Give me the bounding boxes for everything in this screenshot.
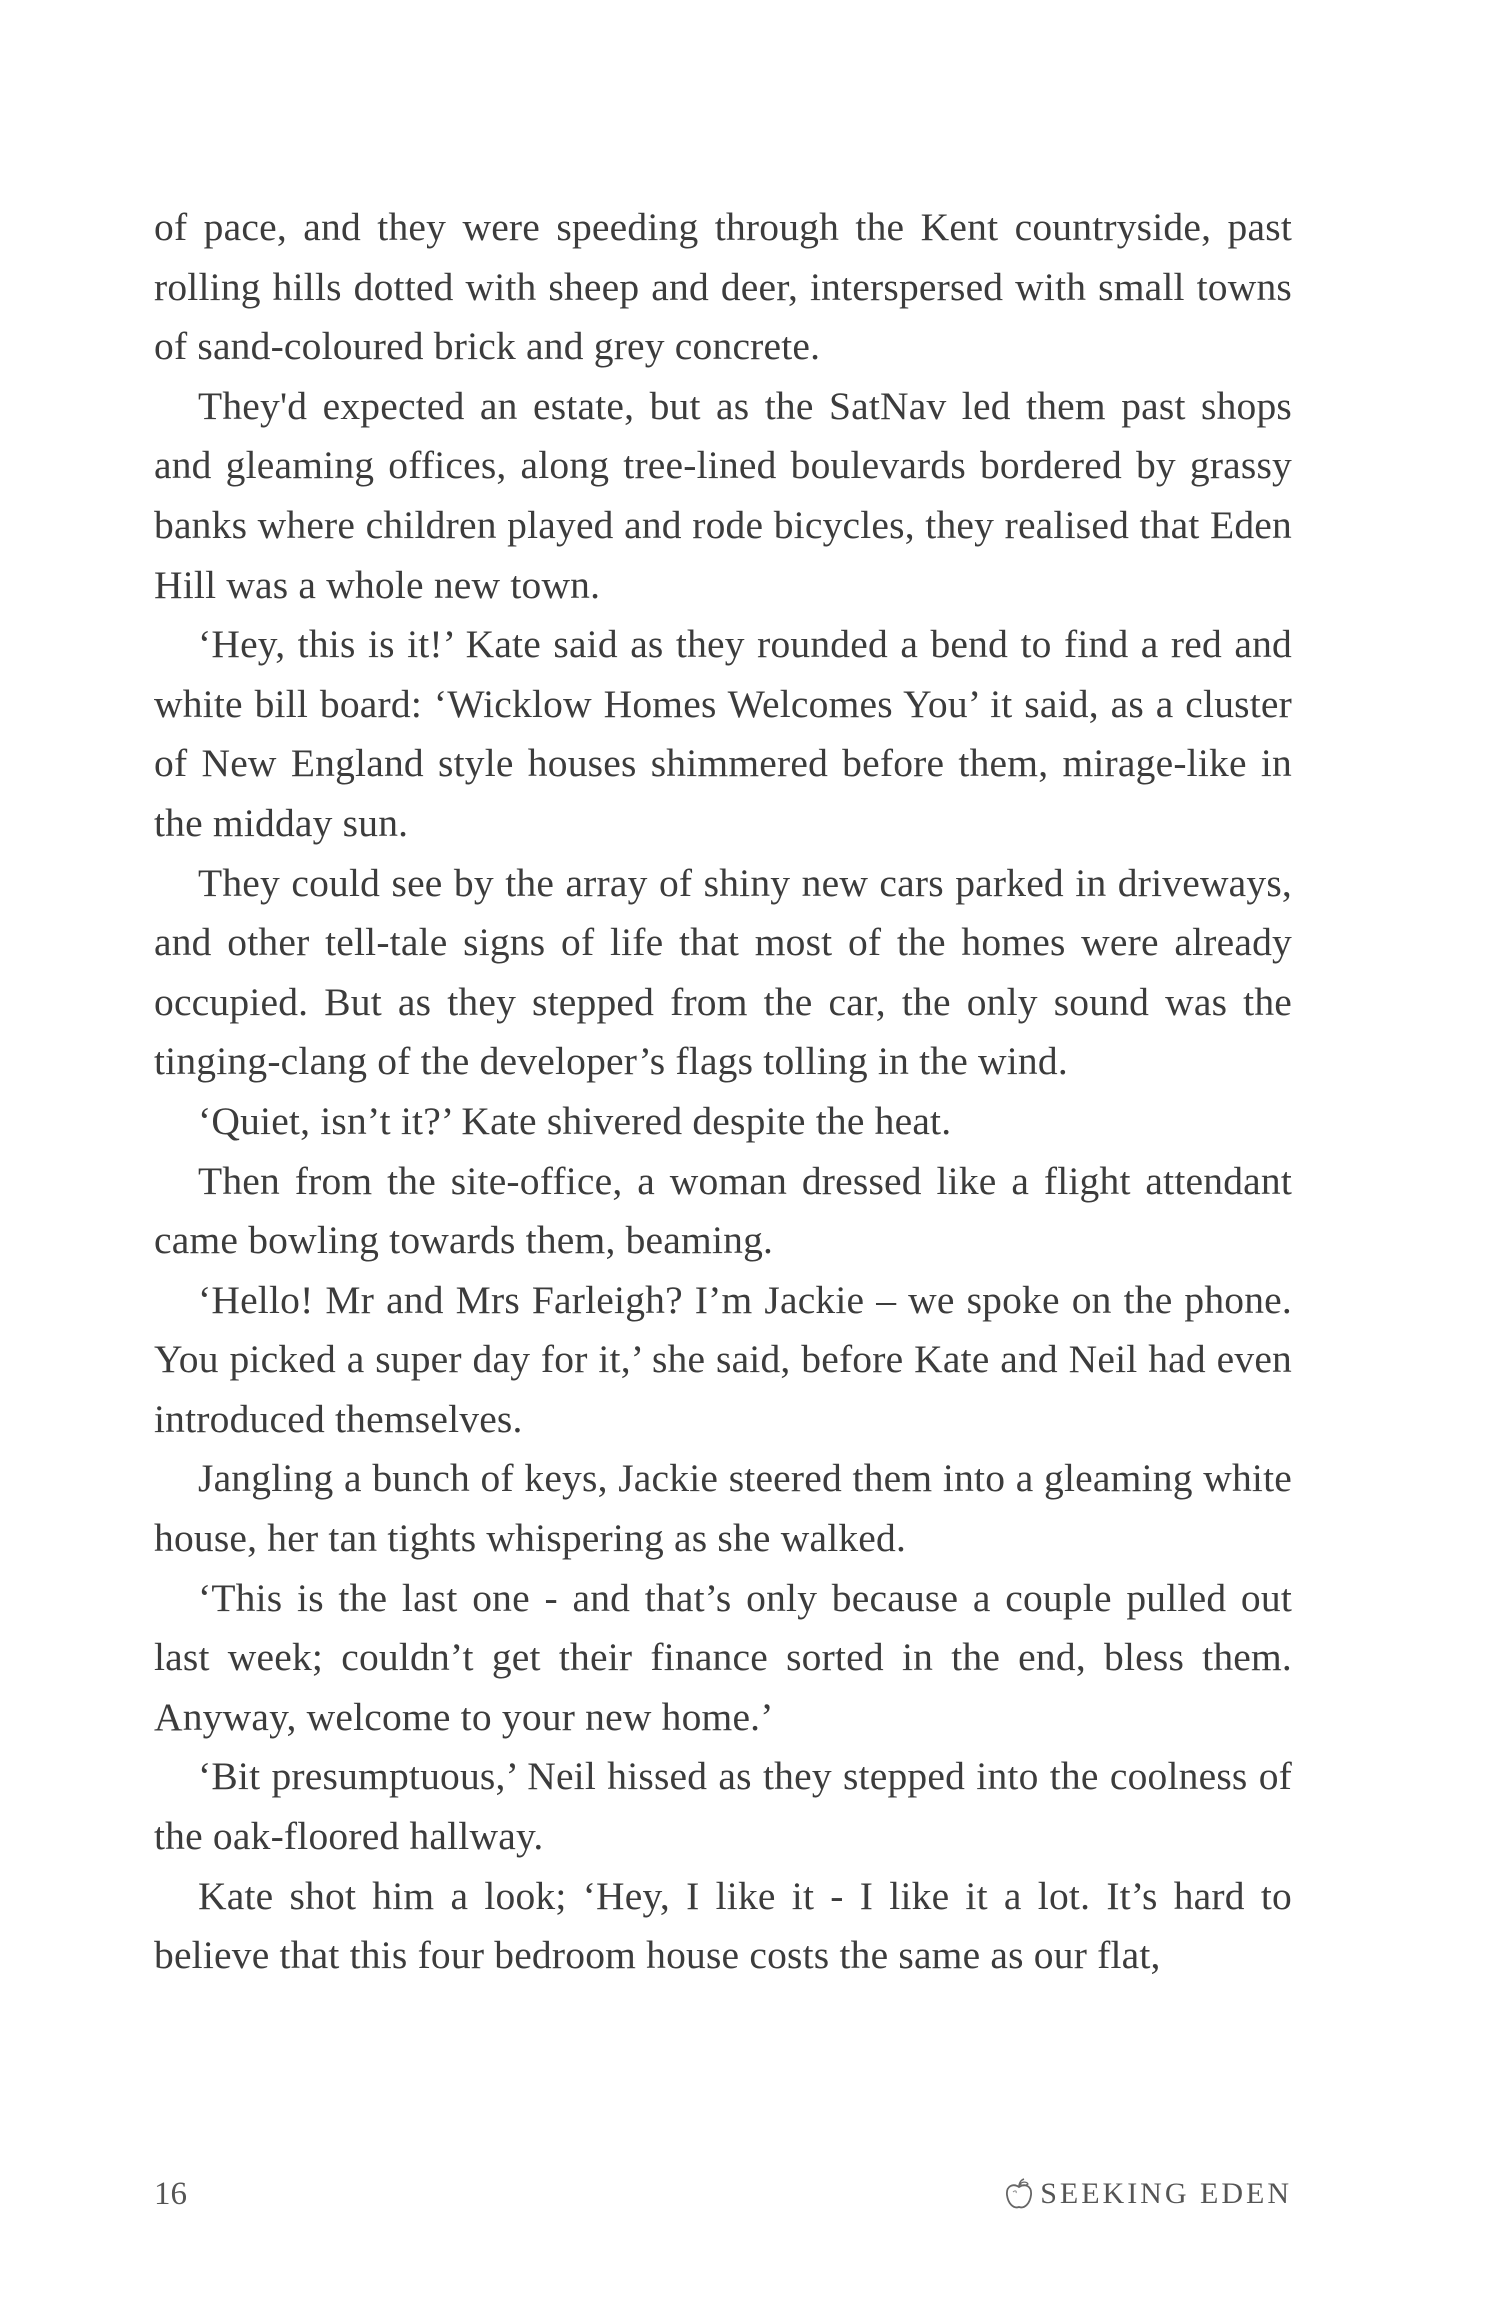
paragraph: of pace, and they were speeding through the Kent countryside, past rolling hills dotted with sheep and deer, interspersed with small towns of sand-coloured brick and grey concrete. [154, 205, 1292, 369]
paragraph: ‘Bit presumptuous,’ Neil hissed as they stepped into the coolness of the oak-floored hallway. [154, 1754, 1292, 1859]
apple-icon [1004, 2177, 1034, 2211]
paragraph: They'd expected an estate, but as the SatNav led them past shops and gleaming offices, along tree-lined boulevards bordered by grassy banks where children played and rode bicycles, they realised that Eden Hill was a whole new town. [154, 383, 1292, 607]
page-footer [154, 2172, 1292, 2216]
paragraph: Kate shot him a look; ‘Hey, I like it - I like it a lot. It’s hard to believe that this four bedroom house costs the same as our flat, [154, 1873, 1292, 1978]
paragraph: Jangling a bunch of keys, Jackie steered them into a gleaming white house, her tan tights whispering as she walked. [154, 1456, 1292, 1561]
body-text [154, 198, 1292, 1986]
page-number: 16 [154, 2176, 187, 2212]
running-head [1004, 2172, 1292, 2216]
paragraph: ‘Hello! Mr and Mrs Farleigh? I’m Jackie – we spoke on the phone. You picked a super day for it,’ she said, before Kate and Neil had even introduced themselves. [154, 1277, 1292, 1441]
paragraph: ‘Quiet, isn’t it?’ Kate shivered despite the heat. [198, 1098, 952, 1143]
paragraph: They could see by the array of shiny new cars parked in driveways, and other tell-tale signs of life that most of the homes were already occupied. But as they stepped from the car, the only sound was the tinging-clang of the developer’s flags tolling in the wind. [154, 860, 1292, 1084]
paragraph: Then from the site-office, a woman dressed like a flight attendant came bowling towards them, beaming. [154, 1158, 1292, 1263]
paragraph: ‘Hey, this is it!’ Kate said as they rounded a bend to find a red and white bill board: ‘Wicklow Homes Welcomes You’ it said, as a cluster of New England style houses shimmered before them, mirage-like in the midday sun. [154, 622, 1292, 845]
running-head-title: SEEKING EDEN [1040, 2177, 1292, 2210]
paragraph: ‘This is the last one - and that’s only because a couple pulled out last week; couldn’t get their finance sorted in the end, bless them. Anyway, welcome to your new home.’ [154, 1575, 1292, 1739]
